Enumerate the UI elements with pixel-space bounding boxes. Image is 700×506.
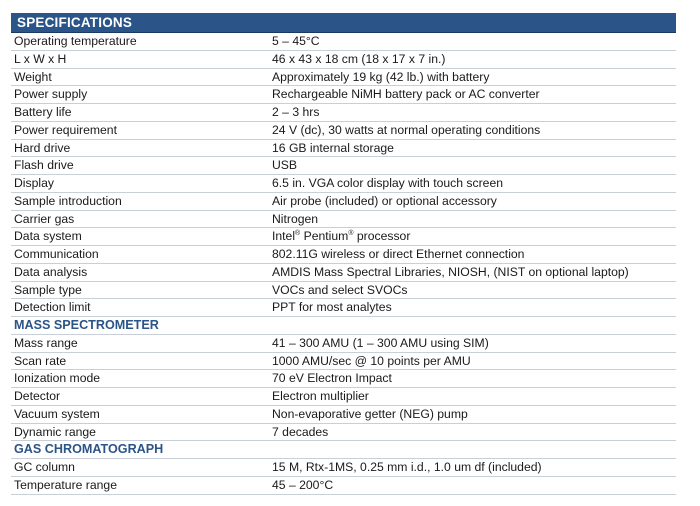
processor-suffix: processor [353, 229, 411, 244]
table-row [11, 86, 676, 104]
row-value: 46 x 43 x 18 cm (18 x 17 x 7 in.) [272, 51, 446, 66]
row-label: Temperature range [14, 477, 117, 492]
row-label: Power requirement [14, 122, 117, 137]
section-heading-label: GAS CHROMATOGRAPH [14, 442, 164, 457]
row-label: Scan rate [14, 353, 67, 368]
section-heading-gas-chromatograph [11, 441, 676, 459]
table-row [11, 264, 676, 282]
row-label: Vacuum system [14, 406, 100, 421]
row-label: Carrier gas [14, 211, 75, 226]
table-row [11, 424, 676, 442]
table-row [11, 459, 676, 477]
table-row [11, 353, 676, 371]
table-row [11, 69, 676, 87]
table-row [11, 477, 676, 495]
row-value: 5 – 45°C [272, 34, 320, 48]
row-label: Flash drive [14, 158, 74, 173]
row-value: 1000 AMU/sec @ 10 points per AMU [272, 353, 471, 368]
row-label: Data system [14, 229, 82, 244]
row-label: Detection limit [14, 300, 91, 315]
table-row [11, 122, 676, 140]
table-row [11, 370, 676, 388]
row-label: Operating temperature [14, 34, 137, 48]
table-row [11, 104, 676, 122]
table-row [11, 33, 676, 51]
row-label: Battery life [14, 105, 72, 119]
row-label: GC column [14, 460, 75, 474]
row-label: Power supply [14, 87, 88, 102]
row-value: USB [272, 158, 298, 173]
section-heading-mass-spectrometer [11, 317, 676, 335]
row-label: Sample type [14, 282, 82, 297]
section-heading-label: MASS SPECTROMETER [14, 318, 159, 332]
row-value [272, 228, 676, 245]
row-label: Mass range [14, 335, 78, 350]
row-value: 6.5 in. VGA color display with touch screen [272, 176, 504, 190]
row-label: Dynamic range [14, 424, 96, 439]
row-value: 45 – 200°C [272, 477, 334, 492]
row-label: L x W x H [14, 51, 67, 66]
table-row [11, 246, 676, 264]
table-row [11, 175, 676, 193]
row-label: Ionization mode [14, 371, 101, 386]
specifications-table [11, 13, 676, 495]
row-label: Detector [14, 389, 61, 403]
row-value: Approximately 19 kg (42 lb.) with battery [272, 69, 490, 84]
row-value: VOCs and select SVOCs [272, 282, 408, 297]
table-row [11, 335, 676, 353]
row-value: Rechargeable NiMH battery pack or AC converter [272, 87, 540, 102]
table-row [11, 299, 676, 317]
row-value: 802.11G wireless or direct Ethernet connection [272, 247, 525, 261]
row-value: 16 GB internal storage [272, 140, 394, 155]
table-row [11, 51, 676, 69]
row-value: 70 eV Electron Impact [272, 371, 392, 386]
row-value: 15 M, Rtx-1MS, 0.25 mm i.d., 1.0 um df (included) [272, 460, 542, 474]
specifications-title: SPECIFICATIONS [11, 13, 676, 33]
table-row [11, 193, 676, 211]
row-value: 41 – 300 AMU (1 – 300 AMU using SIM) [272, 335, 489, 350]
registered-mark: ® [348, 230, 354, 238]
processor-brand: Intel [272, 229, 296, 244]
processor-model: Pentium [300, 229, 349, 244]
row-value: Nitrogen [272, 211, 319, 226]
table-row-data-system [11, 228, 676, 246]
row-label: Communication [14, 247, 99, 261]
table-row [11, 282, 676, 300]
row-label: Display [14, 176, 54, 190]
row-value: Non-evaporative getter (NEG) pump [272, 406, 468, 421]
row-value: 2 – 3 hrs [272, 105, 320, 119]
table-row [11, 157, 676, 175]
row-label: Hard drive [14, 140, 71, 155]
table-row [11, 211, 676, 229]
row-label: Sample introduction [14, 193, 122, 208]
row-value: AMDIS Mass Spectral Libraries, NIOSH, (NIST on optional laptop) [272, 264, 629, 279]
row-value: Electron multiplier [272, 389, 369, 403]
row-value: PPT for most analytes [272, 300, 392, 315]
table-row [11, 140, 676, 158]
row-label: Weight [14, 69, 52, 84]
table-row [11, 388, 676, 406]
table-row [11, 406, 676, 424]
registered-mark: ® [295, 230, 301, 238]
row-label: Data analysis [14, 264, 88, 279]
row-value: 7 decades [272, 424, 329, 439]
row-value: 24 V (dc), 30 watts at normal operating conditions [272, 122, 541, 137]
row-value: Air probe (included) or optional accessory [272, 193, 497, 208]
